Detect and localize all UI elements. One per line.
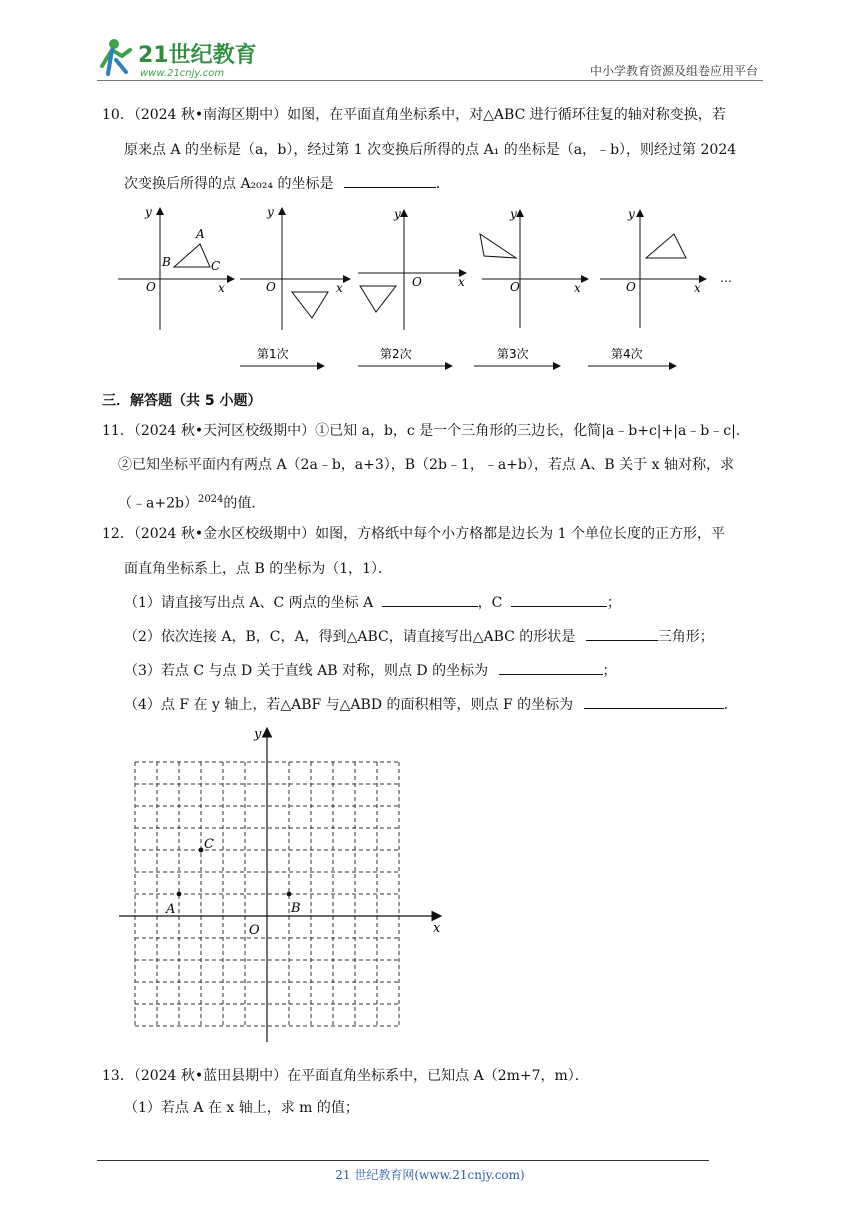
point-c bbox=[199, 848, 204, 853]
q12-line2: 面直角坐标系上，点 B 的坐标为（1，1）． bbox=[124, 561, 393, 577]
blank-shape bbox=[586, 626, 658, 641]
svg-text:x: x bbox=[458, 275, 465, 289]
q10-figure bbox=[114, 200, 754, 380]
step-4-label: 第4次 bbox=[611, 347, 643, 361]
panel-step1 bbox=[240, 205, 350, 330]
ellipsis: … bbox=[720, 271, 732, 285]
grid-origin: O bbox=[249, 923, 260, 938]
panel-step4 bbox=[600, 207, 732, 328]
footer-divider bbox=[97, 1160, 709, 1161]
svg-text:O: O bbox=[510, 280, 520, 294]
header-divider bbox=[97, 80, 763, 81]
q12-grid-figure bbox=[115, 720, 455, 1050]
label-c: C bbox=[211, 259, 221, 273]
point-b bbox=[287, 892, 292, 897]
point-a bbox=[177, 892, 182, 897]
q10-line3-end: ． bbox=[435, 176, 450, 192]
site-logo bbox=[96, 36, 266, 80]
svg-text:O: O bbox=[412, 275, 422, 289]
svg-text:y: y bbox=[628, 207, 635, 221]
q10-answer-blank bbox=[344, 173, 436, 188]
section-heading: 三．解答题（共 5 小题） bbox=[102, 393, 262, 409]
panel1-origin: O bbox=[146, 280, 156, 294]
header-platform-text: 中小学教育资源及组卷应用平台 bbox=[589, 64, 758, 78]
blank-c bbox=[511, 592, 607, 607]
svg-text:O: O bbox=[266, 280, 276, 294]
q13-line1: 13．（2024 秋•蓝田县期中）在平面直角坐标系中，已知点 A（2m+7，m）． bbox=[102, 1068, 589, 1084]
q13-line2: （1）若点 A 在 x 轴上，求 m 的值； bbox=[124, 1100, 359, 1116]
grid-label-b: B bbox=[291, 901, 301, 916]
svg-text:x: x bbox=[574, 281, 581, 295]
q10-line3 bbox=[124, 173, 450, 194]
q11-expression: （﹣a+2b） bbox=[118, 495, 198, 512]
grid-x-label: x bbox=[433, 921, 441, 936]
q10-line2: 原来点 A 的坐标是（a，b），经过第 1 次变换后所得的点 A₁ 的坐标是（a，﹣b），则经过第 2024 bbox=[124, 142, 737, 158]
svg-text:y: y bbox=[394, 207, 401, 221]
q11-line3 bbox=[118, 490, 265, 514]
logo-title: 21世纪教育 bbox=[138, 43, 257, 68]
q11-line1: 11．（2024 秋•天河区校级期中）①已知 a，b，c 是一个三角形的三边长，化简|a﹣b+c|+|a﹣b﹣c|． bbox=[102, 423, 750, 439]
panel-step3 bbox=[480, 207, 588, 328]
panel1-y-label: y bbox=[145, 205, 152, 219]
panel-original bbox=[118, 205, 234, 330]
runner-logo-icon bbox=[102, 39, 130, 74]
step-3-label: 第3次 bbox=[497, 347, 529, 361]
grid-label-a: A bbox=[166, 902, 176, 917]
q10-line3-text: 次变换后所得的点 A₂₀₂₄ 的坐标是 bbox=[124, 176, 334, 192]
q12-sub1: （1）请直接写出点 A、C 两点的坐标 A ，C ； bbox=[124, 592, 621, 613]
blank-f bbox=[584, 694, 724, 709]
label-b: B bbox=[162, 255, 171, 269]
triangle-abc bbox=[174, 244, 210, 267]
svg-text:x: x bbox=[336, 281, 343, 295]
panel-step2 bbox=[358, 207, 466, 330]
svg-text:y: y bbox=[510, 207, 517, 221]
step-2-label: 第2次 bbox=[380, 347, 412, 361]
svg-text:x: x bbox=[694, 281, 701, 295]
step-1-label: 第1次 bbox=[257, 347, 289, 361]
q12-sub4: （4）点 F 在 y 轴上，若△ABF 与△ABD 的面积相等，则点 F 的坐标为 ． bbox=[124, 694, 738, 715]
svg-text:O: O bbox=[626, 280, 636, 294]
q11-line3-end: 的值． bbox=[223, 495, 266, 512]
panel1-x-label: x bbox=[218, 281, 225, 295]
svg-text:y: y bbox=[267, 205, 274, 219]
grid-y-label: y bbox=[254, 727, 262, 742]
blank-d bbox=[499, 660, 603, 675]
logo-url: www.21cnjy.com bbox=[140, 68, 225, 79]
q12-sub3: （3）若点 C 与点 D 关于直线 AB 对称，则点 D 的坐标为 ； bbox=[124, 660, 617, 681]
q10-line1: 10．（2024 秋•南海区期中）如图，在平面直角坐标系中，对△ABC 进行循环往复的轴对称变换，若 bbox=[102, 107, 726, 123]
footer-text: 21 世纪教育网(www.21cnjy.com) bbox=[335, 1168, 525, 1182]
blank-a bbox=[382, 592, 478, 607]
label-a: A bbox=[196, 227, 205, 241]
q11-line2: ②已知坐标平面内有两点 A（2a﹣b，a+3），B（2b﹣1，﹣a+b），若点 A、B 关于 x 轴对称，求 bbox=[118, 457, 734, 473]
q12-line1: 12．（2024 秋•金水区校级期中）如图，方格纸中每个小方格都是边长为 1 个单位长度的正方形，平 bbox=[102, 526, 725, 542]
grid-label-c: C bbox=[204, 837, 214, 852]
q12-sub2: （2）依次连接 A，B，C，A，得到△ABC，请直接写出△ABC 的形状是 三角形； bbox=[124, 626, 714, 647]
q11-exponent: 2024 bbox=[197, 494, 224, 505]
